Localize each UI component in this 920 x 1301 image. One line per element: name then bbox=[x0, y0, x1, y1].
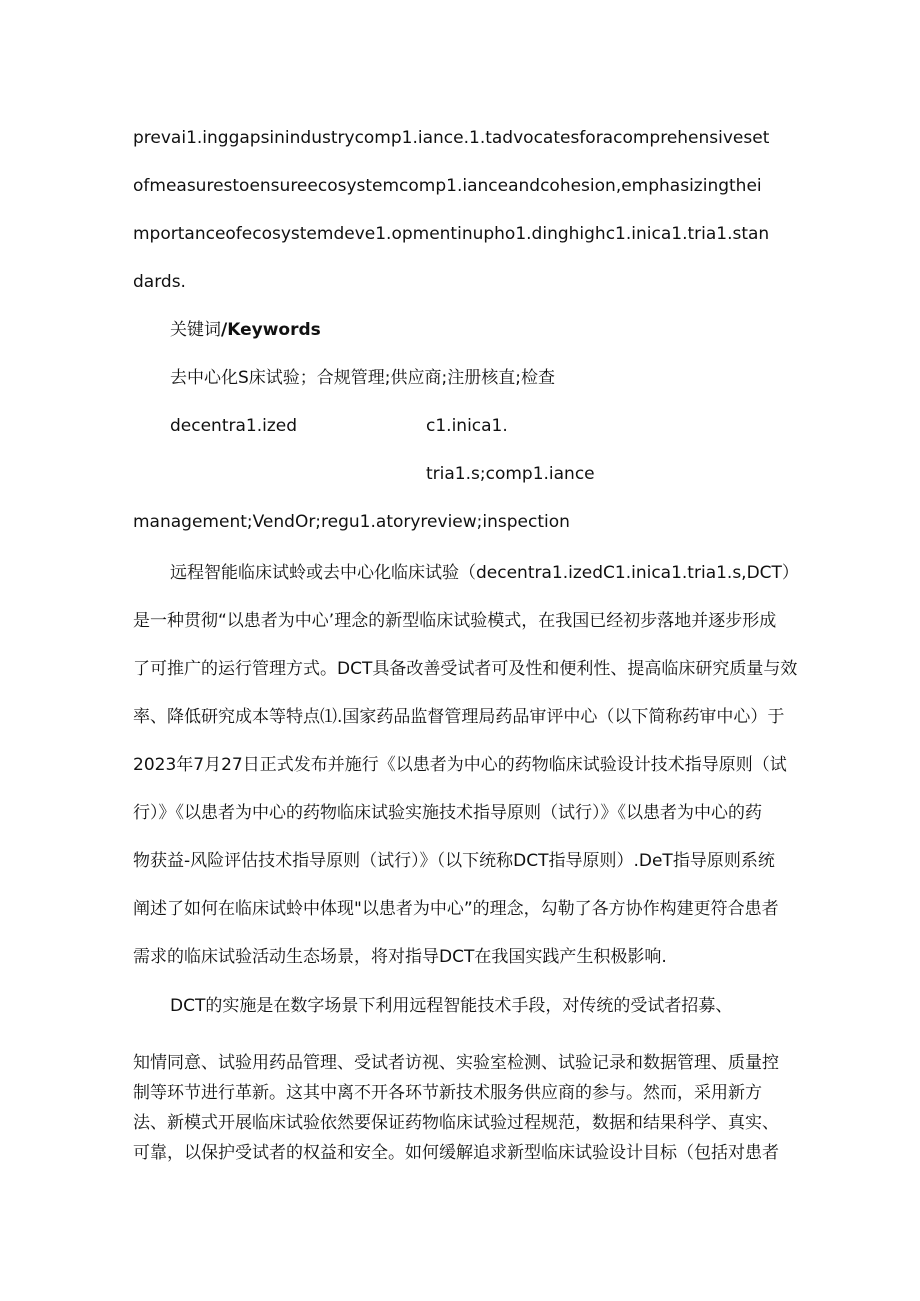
abstract-line: ofmeasurestoensureecosystemcomp1.ianceandcohesion,emphasizingthei bbox=[133, 176, 762, 196]
para2-first-line: DCT的实施是在数字场景下利用远程智能技术手段，对传统的受试者招募、 bbox=[170, 996, 733, 1016]
abstract-line: dards. bbox=[133, 272, 186, 292]
abstract-line: mportanceofecosystemdeve1.opmentinupho1.dinghighc1.inica1.tria1.stan bbox=[133, 224, 770, 244]
body-line: 行）》《以患者为中心的药物临床试验实施技术指导原则（试行）》《以患者为中心的药 bbox=[133, 803, 762, 823]
body-line: 需求的临床试验活动生态场景，将对指导DCT在我国实践产生积极影响. bbox=[133, 947, 667, 967]
body-line: 2023年7月27日正式发布并施行《以患者为中心的药物临床试验设计技术指导原则（试 bbox=[133, 755, 787, 775]
body-line: 阐述了如何在临床试蛉中体现"以患者为中心”的理念，勾勒了各方协作构建更符合患者 bbox=[133, 899, 779, 919]
keywords-en-col1: decentra1.ized bbox=[170, 416, 298, 436]
para2-line: 可靠，以保护受试者的权益和安全。如何缓解追求新型临床试验设计目标（包括对患者 bbox=[133, 1143, 779, 1163]
keywords-label-en: /Keywords bbox=[221, 320, 321, 340]
keywords-heading bbox=[170, 319, 800, 341]
abstract-line: prevai1.inggapsinindustrycomp1.iance.1.tadvocatesforacomprehensiveset bbox=[133, 128, 770, 148]
para2-line: 法、新模式开展临床试验依然要保证药物临床试验过程规范，数据和结果科学、真实、 bbox=[133, 1113, 779, 1133]
keywords-cn: 去中心化S床试验；合规管理;供应商;注册核直;检查 bbox=[170, 368, 555, 388]
para2-line: 知情同意、试验用药品管理、受试者访视、实验室检测、试验记录和数据管理、质量控 bbox=[133, 1053, 779, 1073]
body-line: 是一种贯彻“以患者为中心’理念的新型临床试验模式，在我国已经初步落地并逐步形成 bbox=[133, 611, 777, 631]
body-line: 远程智能临床试蛉或去中心化临床试验（decentra1.izedC1.inica1.tria1.s,DCT） bbox=[170, 563, 799, 583]
body-line: 物获益-风险评估技术指导原则（试行）》（以下统称DCT指导原则）.DeT指导原则系统 bbox=[133, 851, 775, 871]
keywords-en-col2a: c1.inica1. bbox=[426, 416, 508, 436]
body-line: 率、降低研究成本等特点⑴.国家药品监督管理局药品审评中心（以下简称药审中心）于 bbox=[133, 707, 785, 727]
body-line: 了可推广的运行管理方式。DCT具备改善受试者可及性和便利性、提高临床研究质量与效 bbox=[133, 659, 798, 679]
keywords-en-line3: management;VendOr;regu1.atoryreview;inspection bbox=[133, 512, 570, 532]
keywords-en-col2b: tria1.s;comp1.iance bbox=[426, 464, 595, 484]
para2-line: 制等环节进行革新。这其中离不开各环节新技术服务供应商的参与。然而，采用新方 bbox=[133, 1083, 762, 1103]
keywords-label-cn: 关键词 bbox=[170, 320, 221, 340]
